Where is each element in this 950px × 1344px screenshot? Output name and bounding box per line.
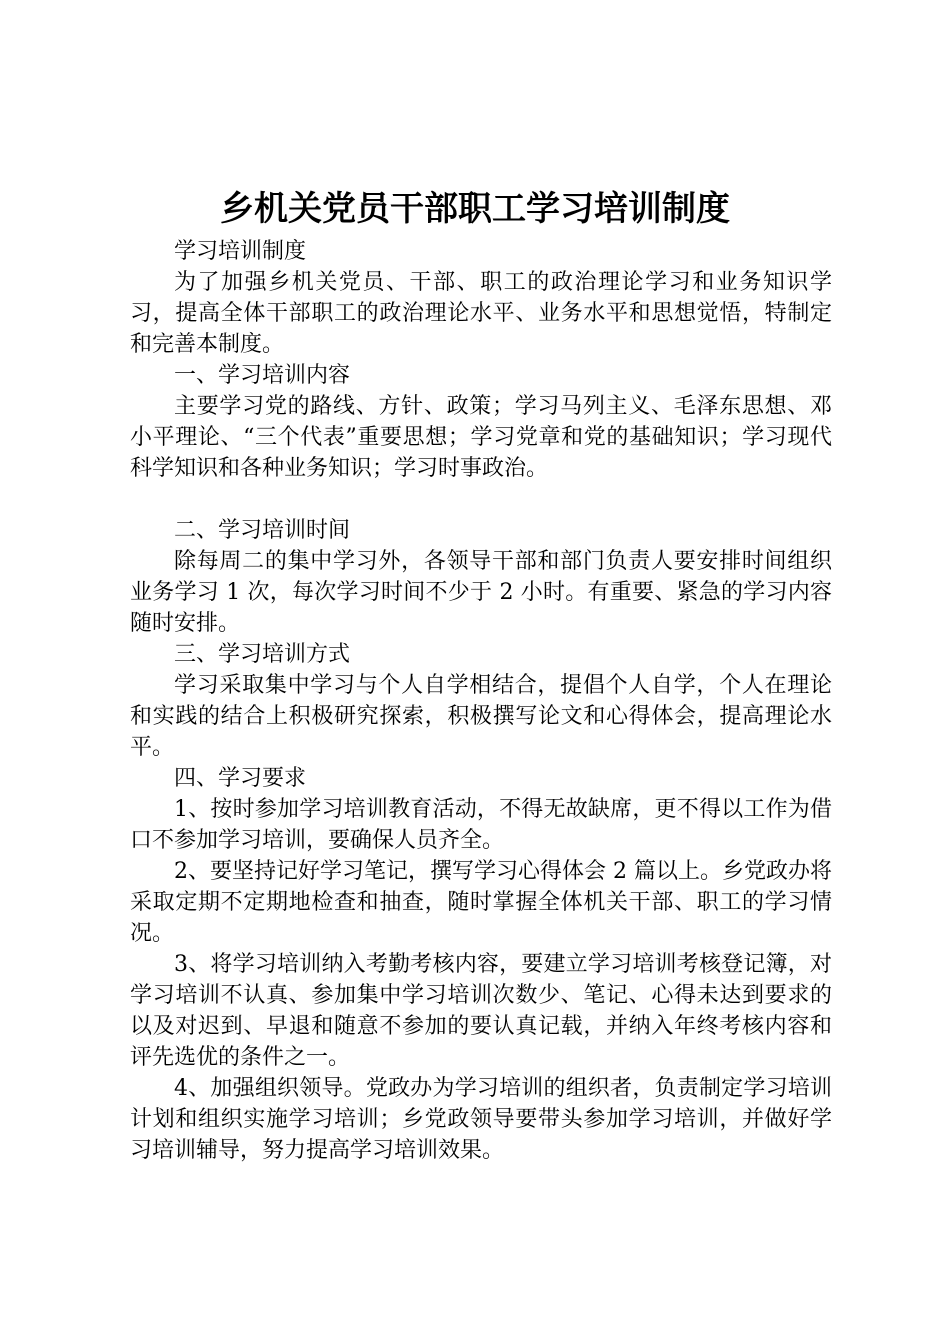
section-paragraph: 学习采取集中学习与个人自学相结合，提倡个人自学，个人在理论和实践的结合上积极研究探索，积极撰写论文和心得体会，提高理论水平。 <box>130 673 832 760</box>
requirement-item: 1、按时参加学习培训教育活动，不得无故缺席，更不得以工作为借口不参加学习培训，要确保人员齐全。 <box>130 797 832 853</box>
requirement-item: 4、加强组织领导。党政办为学习培训的组织者，负责制定学习培训计划和组织实施学习培训；乡党政领导要带头参加学习培训，并做好学习培训辅导，努力提高学习培训效果。 <box>130 1076 832 1163</box>
document-title: 乡机关党员干部职工学习培训制度 <box>220 189 730 229</box>
blank-line <box>130 484 832 515</box>
requirement-item: 2、要坚持记好学习笔记，撰写学习心得体会 2 篇以上。乡党政办将采取定期不定期地检查和抽查，随时掌握全体机关干部、职工的学习情况。 <box>130 859 832 946</box>
document-body <box>130 236 832 1166</box>
requirement-item: 3、将学习培训纳入考勤考核内容，要建立学习培训考核登记簿，对学习培训不认真、参加集中学习培训次数少、笔记、心得未达到要求的以及对迟到、早退和随意不参加的要认真记载，并纳入年终考核内容和评先选优的条件之一。 <box>130 952 832 1070</box>
section-heading-time: 二、学习培训时间 <box>174 518 351 543</box>
section-paragraph: 除每周二的集中学习外，各领导干部和部门负责人要安排时间组织业务学习 1 次，每次学习时间不少于 2 小时。有重要、紧急的学习内容随时安排。 <box>130 549 832 636</box>
section-heading-method: 三、学习培训方式 <box>174 642 351 667</box>
intro-paragraph: 为了加强乡机关党员、干部、职工的政治理论学习和业务知识学习，提高全体干部职工的政治理论水平、业务水平和思想觉悟，特制定和完善本制度。 <box>130 270 832 357</box>
section-paragraph: 主要学习党的路线、方针、政策；学习马列主义、毛泽东思想、邓小平理论、“三个代表”重要思想；学习党章和党的基础知识；学习现代科学知识和各种业务知识；学习时事政治。 <box>130 394 832 481</box>
section-heading-content: 一、学习培训内容 <box>174 363 351 388</box>
document-subtitle: 学习培训制度 <box>174 239 307 264</box>
section-heading-requirements: 四、学习要求 <box>174 766 307 791</box>
